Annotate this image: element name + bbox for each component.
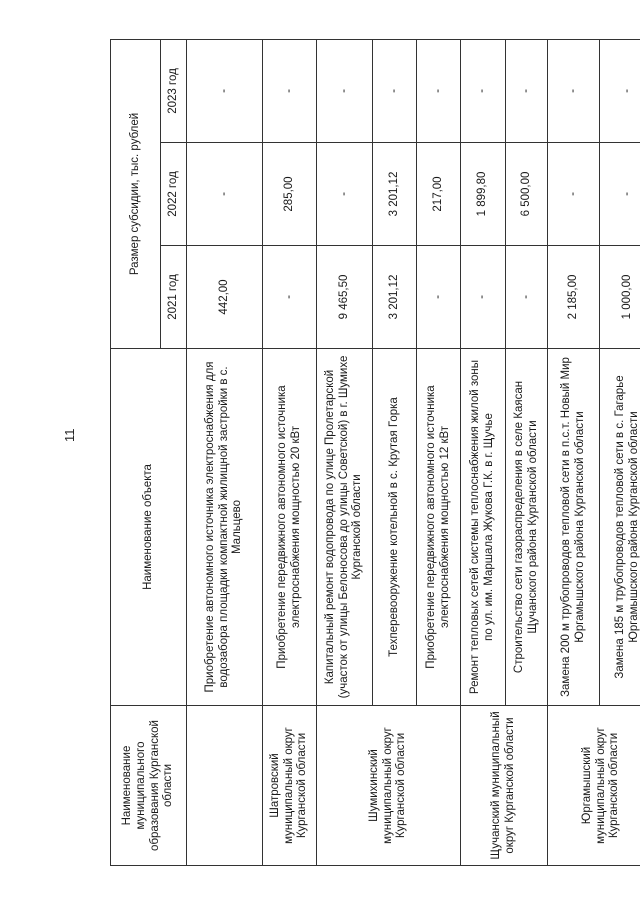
subsidy-2022-cell: -	[317, 143, 373, 246]
subsidy-2022-cell: 1 899,80	[461, 143, 506, 246]
subsidy-2023-cell: -	[461, 39, 506, 142]
table-row	[548, 39, 600, 865]
subsidy-2022-cell: -	[548, 143, 600, 246]
page-number: 11	[62, 428, 77, 442]
object-cell: Приобретение автономного источника электроснабжения для водозабора площадки компактной жилищной застройки в с. Мальцево	[187, 349, 263, 706]
subsidy-2021-cell: 9 465,50	[317, 246, 373, 349]
subsidy-2023-cell: -	[417, 39, 461, 142]
subsidy-2021-cell: -	[417, 246, 461, 349]
object-cell: Ремонт тепловых сетей системы теплоснабжения жилой зоны по ул. им. Маршала Жукова Г.К. в г. Щучье	[461, 349, 506, 706]
header-subsidy: Размер субсидии, тыс. рублей	[111, 39, 161, 348]
subsidy-2021-cell: -	[263, 246, 317, 349]
municipality-cell	[187, 706, 263, 866]
header-municipality: Наименование муниципального образования Курганской области	[111, 706, 187, 866]
subsidy-2021-cell: -	[461, 246, 506, 349]
subsidy-table	[110, 39, 640, 866]
table-row	[461, 39, 506, 865]
subsidy-2021-cell: 3 201,12	[373, 246, 417, 349]
object-cell: Замена 200 м трубопроводов тепловой сети в п.с.т. Новый Мир Юргамышского района Курганской области	[548, 349, 600, 706]
object-cell: Замена 185 м трубопроводов тепловой сети в с. Гагарье Юргамышского района Курганской области	[600, 349, 640, 706]
subsidy-2022-cell: 3 201,12	[373, 143, 417, 246]
table-row	[187, 39, 263, 865]
subsidy-2023-cell: -	[317, 39, 373, 142]
subsidy-table-sheet	[110, 40, 640, 866]
municipality-cell: Юргамышский муниципальный округ Курганской области	[548, 706, 640, 866]
subsidy-2022-cell: -	[187, 143, 263, 246]
subsidy-2023-cell: -	[600, 39, 640, 142]
object-cell: Техперевооружение котельной в с. Крутая Горка	[373, 349, 417, 706]
subsidy-2021-cell: 442,00	[187, 246, 263, 349]
subsidy-2021-cell: 2 185,00	[548, 246, 600, 349]
subsidy-2023-cell: -	[263, 39, 317, 142]
subsidy-2021-cell: -	[506, 246, 548, 349]
subsidy-2023-cell: -	[187, 39, 263, 142]
municipality-cell: Шумихинский муниципальный округ Курганской области	[317, 706, 461, 866]
object-cell: Капитальный ремонт водопровода по улице Пролетарской (участок от улицы Белоносова до улицы Советской) в г. Шумихе Курганской области	[317, 349, 373, 706]
subsidy-2023-cell: -	[506, 39, 548, 142]
object-cell: Приобретение передвижного автономного источника электроснабжения мощностью 12 кВт	[417, 349, 461, 706]
object-cell: Строительство сети газораспределения в селе Каясан Щучанского района Курганской области	[506, 349, 548, 706]
subsidy-2022-cell: 6 500,00	[506, 143, 548, 246]
subsidy-2022-cell: 217,00	[417, 143, 461, 246]
subsidy-2022-cell: -	[600, 143, 640, 246]
subsidy-2023-cell: -	[548, 39, 600, 142]
header-object: Наименование объекта	[111, 349, 187, 706]
subsidy-2021-cell: 1 000,00	[600, 246, 640, 349]
header-year-2021: 2021 год	[161, 246, 187, 349]
header-row	[111, 39, 161, 865]
subsidy-2023-cell: -	[373, 39, 417, 142]
object-cell: Приобретение передвижного автономного источника электроснабжения мощностью 20 кВт	[263, 349, 317, 706]
municipality-cell: Шатровский муниципальный округ Курганской области	[263, 706, 317, 866]
table-row	[263, 39, 317, 865]
municipality-cell: Щучанский муниципальный округ Курганской области	[461, 706, 548, 866]
header-year-2022: 2022 год	[161, 143, 187, 246]
table-row	[317, 39, 373, 865]
header-year-2023: 2023 год	[161, 39, 187, 142]
subsidy-2022-cell: 285,00	[263, 143, 317, 246]
